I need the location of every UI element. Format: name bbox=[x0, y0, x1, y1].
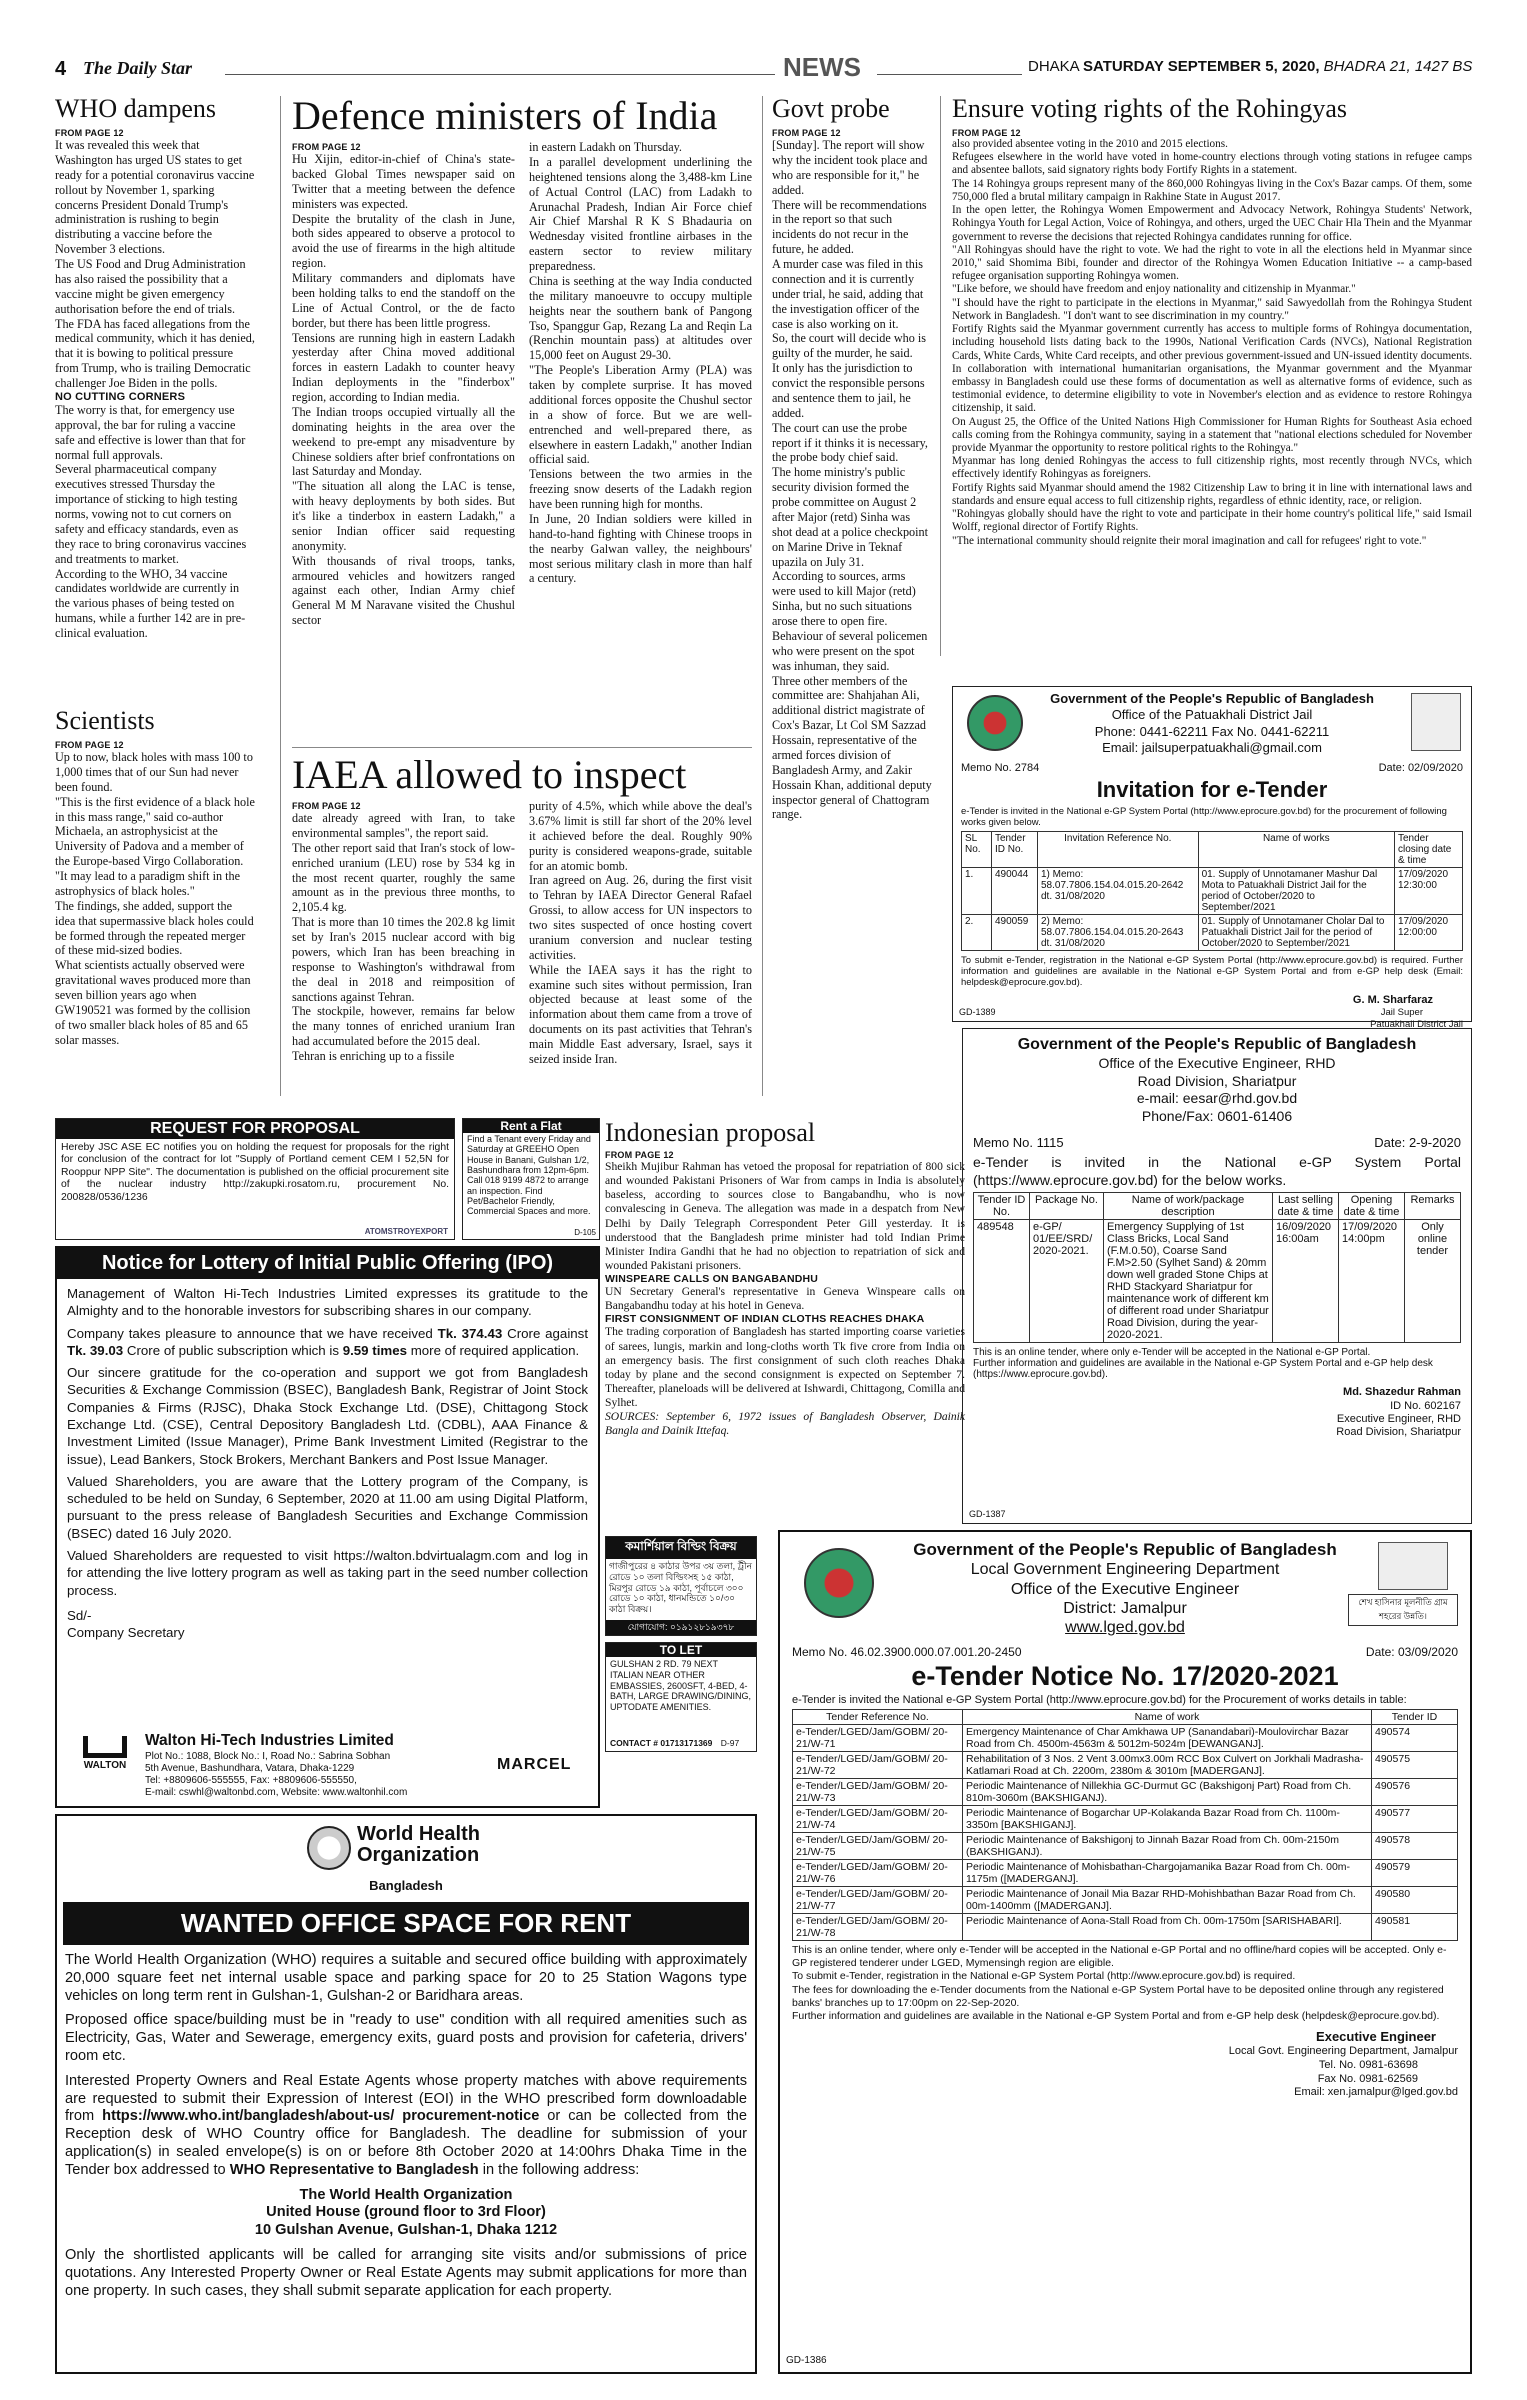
tender-ref: e-Tender/LGED/Jam/GOBM/ 20-21/W-73 bbox=[793, 1779, 963, 1806]
signature: Sd/- bbox=[67, 1607, 92, 1623]
article-column: Hu Xijin, editor-in-chief of China's state-backed Global Times newspaper said on Twitter that a meeting between the defence ministers was expected. Despite the brutality of the clash in June, both sides appeared to observe a protocol to avoid the use of firearms in the high altitude region. Military commanders and diplomats have been holding talks to end the standoff on the Line of Actual Control, or the de facto border, but there has been little progress. Tensions are running high in eastern Ladakh yesterday after China moved additional forces in eastern Ladakh to counter heavy Indian deployments in the "finderbox" region, according to Indian media. The Indian troops occupied virtually all the dominating heights in the area over the weekend to pre-empt any misadventure by Chinese soldiers after brief confrontations on last Saturday and Monday. "The situation all along the LAC is tense, with heavy deployments by both sides. But it's like a tinderbox in eastern Ladakh," a senior Indian officer said requesting anonymity. With thousands of rival troops, tanks, armoured vehicles and howitzers ranged against each other, Indian Army chief General M M Naravane visited the Chushul sector bbox=[292, 152, 515, 628]
email: e-mail: eesar@rhd.gov.bd bbox=[1136, 1090, 1298, 1106]
tender-id: 490575 bbox=[1372, 1752, 1458, 1779]
td: 01. Supply of Unnotamaner Cholar Dal to Patuakhali District Jail for the period of October/2020 to September/2021 bbox=[1198, 915, 1394, 951]
gov-title: Government of the People's Republic of Bangladesh bbox=[1017, 1036, 1417, 1053]
designation: Local Govt. Engineering Department, Jamalpur bbox=[1228, 2045, 1458, 2058]
article-iaea bbox=[292, 752, 752, 1067]
rule bbox=[225, 74, 775, 75]
work-name: Rehabilitation of 3 Nos. 2 Vent 3.00mx3.00m RCC Box Culvert on Jorkhali Madrasha-Katlamari Road at Ch. 2200m, 2380m & 3010m [MADERGANJ]. bbox=[963, 1752, 1372, 1779]
ad-code: GD-1387 bbox=[969, 1509, 1006, 1519]
ad-title: Invitation for e-Tender bbox=[1096, 777, 1328, 802]
headline: Ensure voting rights of the Rohingyas bbox=[952, 94, 1348, 123]
text: Crore of public subscription which is bbox=[123, 1342, 343, 1358]
td: 1) Memo: 58.07.7806.154.04.015.20-2642 dt. 31/08/2020 bbox=[1038, 868, 1199, 915]
tender-id: 490579 bbox=[1372, 1860, 1458, 1887]
org-name: World Health bbox=[357, 1823, 480, 1845]
memo-date: Date: 03/09/2020 bbox=[1365, 1645, 1458, 1660]
work-name: Periodic Maintenance of Mohisbathan-Chargojamanika Bazar Road from Ch. 00m-1175m ([MADERGANJ]. bbox=[963, 1860, 1372, 1887]
dateline-date: SATURDAY SEPTEMBER 5, 2020, bbox=[1083, 58, 1324, 75]
article-column: purity of 4.5%, which while above the deal's 3.67% limit is still far short of the 20% level it achieved before the deal. Roughly 90% purity is considered weapons-grade, suitable for an atomic bomb. Iran agreed on Aug. 26, during the first visit to Tehran by IAEA Director General Rafael Grossi, to allow access for UN inspectors to two sites suspected of once hosting covert uranium conversion and nuclear testing activities. While the IAEA says it has the right to examine such sites without permission, Iran objected because at least some of the information about them came from a trove of documents on its past activities that Tehran's main Middle East adversary, Israel, says it seized inside Iran. bbox=[529, 799, 752, 1066]
table-header bbox=[793, 1710, 1458, 1725]
address: Tel: +8809606-555555, Fax: +8809606-555550, bbox=[145, 1774, 357, 1786]
subhead: WINSPEARE CALLS ON BANGABANDHU bbox=[605, 1273, 819, 1286]
paragraph: Proposed office space/building must be in "ready to use" condition with all required amenities such as Electricity, Gas, Water and Sewerage, emergency exits, guard posts and provision for cafeteria, drivers' room etc. bbox=[65, 2012, 747, 2064]
district: District: Jamalpur bbox=[1063, 1599, 1187, 1617]
td: 2. bbox=[962, 915, 992, 951]
text: Crore against bbox=[502, 1325, 589, 1341]
memo-date: Date: 02/09/2020 bbox=[1378, 762, 1463, 774]
from-page: FROM PAGE 12 bbox=[55, 740, 124, 750]
tel: Tel. No. 0981-63698 bbox=[1318, 2058, 1418, 2071]
tender-id: 490578 bbox=[1372, 1833, 1458, 1860]
work-name: Periodic Maintenance of Nillekhia GC-Durmut GC (Bakshigonj Part) Road from Ch. 810m-3060m (BAKSHIGANJ). bbox=[963, 1779, 1372, 1806]
paragraph: Valued Shareholders are requested to visit https://walton.bdvirtualagm.com and log in for attending the live lottery program as well as taking part in the seed number collection process. bbox=[67, 1547, 588, 1598]
who-logo-icon bbox=[307, 1826, 351, 1870]
ad-request-proposal bbox=[55, 1118, 455, 1240]
th: Opening date & time bbox=[1339, 1193, 1405, 1220]
section-name: NEWS bbox=[783, 52, 861, 82]
phone: Phone: 0441-62211 Fax No. 0441-62211 bbox=[1094, 723, 1330, 739]
gov-title: Government of the People's Republic of Bangladesh bbox=[913, 1540, 1337, 1559]
tender-id: 490580 bbox=[1372, 1887, 1458, 1914]
tender-id: 490574 bbox=[1372, 1725, 1458, 1752]
from-page: FROM PAGE 12 bbox=[605, 1150, 674, 1160]
td: 17/09/2020 12:00:00 bbox=[1395, 915, 1463, 951]
address: Plot No.: 1088, Block No.: I, Road No.: Sabrina Sobhan bbox=[145, 1750, 391, 1762]
td: 490059 bbox=[992, 915, 1038, 951]
ad-body: Hereby JSC ASE EC notifies you on holding the request for proposals for the right for conclusion of the contract for lot "Supply of Portland cement CEM I 52,5N for Rooppur NPP Site". The documentation is published on the official procurement site of the nuclear industry http://zakupki.rosatom.ru, procurement No. 200828/0536/1236 bbox=[61, 1142, 449, 1203]
work-name: Periodic Maintenance of Jonail Mia Bazar RHD-Mohishbathan Bazar Road from Ch. 00m-1400mm ([MADERGANJ]. bbox=[963, 1887, 1372, 1914]
article-indonesian-proposal bbox=[605, 1120, 965, 1439]
note: To submit e-Tender, registration in the National e-GP System Portal (http://www.eprocure.gov.bd) is required. Further information and guidelines are available in the National e-GP System Portal and from e-GP help desk (Email: helpdesk@eprocure.gov.bd). bbox=[961, 955, 1463, 988]
dateline-bhadra: BHADRA 21, 1427 BS bbox=[1323, 58, 1473, 75]
table-row bbox=[793, 1752, 1458, 1779]
table-row bbox=[962, 868, 1463, 915]
banner: WANTED OFFICE SPACE FOR RENT bbox=[63, 1902, 749, 1945]
text: Company takes pleasure to announce that we have received bbox=[67, 1325, 438, 1341]
page-number: 4 bbox=[55, 58, 67, 80]
gov-title: Government of the People's Republic of Bangladesh bbox=[1050, 691, 1374, 706]
text: or can be collected from the Reception desk of WHO Country office for Bangladesh. The deadline for submission of your application(s) in sealed envelope(s) is on or before 8th October 2020 at 14:00hrs Dhaka Time in the Tender box addressed to bbox=[65, 2108, 747, 2178]
rule bbox=[877, 74, 1022, 75]
ad-title: Rent a Flat bbox=[463, 1119, 599, 1133]
text: WHO Representative to Bangladesh bbox=[229, 2161, 479, 2178]
td: 490044 bbox=[992, 868, 1038, 915]
ad-code: GD-1389 bbox=[959, 1007, 996, 1017]
office-name: Office of the Patuakhali District Jail bbox=[1111, 707, 1313, 723]
ad-title: e-Tender Notice No. 17/2020-2021 bbox=[911, 1661, 1339, 1692]
ad-title: কমার্শিয়াল বিল্ডিং বিক্রয় bbox=[606, 1537, 756, 1559]
paragraph bbox=[67, 1325, 588, 1360]
mujib-logo bbox=[1378, 1542, 1448, 1590]
from-page: FROM PAGE 12 bbox=[772, 128, 841, 138]
th: Tender closing date & time bbox=[1395, 832, 1463, 868]
paragraph: Only the shortlisted applicants will be called for arranging site visits and/or submissions of price quotations. Any Interested Property Owner or Real Estate Agents may submit applications for more than one property. In such cases, they shall submit separate application for each property. bbox=[65, 2246, 747, 2299]
article-column: date already agreed with Iran, to take environmental samples", the report said. The other report said that Iran's stock of low-enriched uranium (LEU) rose by 534 kg in the most recent quarter, roughly the same amount as in the previous three months, to 2,105.4 kg. That is more than 10 times the 202.8 kg limit set by Iran's 2015 nuclear accord with big powers, which Iran has been breaching in response to Washington's withdrawal from the deal in 2018 and reimposition of sanctions against Tehran. The stockpile, however, remains far below the many tonnes of enriched uranium Iran had accumulated before the 2015 deal. Tehran is enriching up to a fissile bbox=[292, 811, 515, 1063]
ad-code: GD-1386 bbox=[786, 2355, 827, 2366]
ad-ipo-notice bbox=[55, 1246, 600, 1808]
article-defence-ministers bbox=[292, 93, 752, 628]
article-who-dampens bbox=[55, 96, 255, 641]
ad-title: REQUEST FOR PROPOSAL bbox=[56, 1119, 454, 1139]
ad-footer: ATOMSTROYEXPORT bbox=[364, 1227, 448, 1236]
table-row bbox=[793, 1887, 1458, 1914]
paragraph: The World Health Organization (WHO) requires a suitable and secured office building with approximately 20,000 square feet net internal usable space and parking space for 20 to 25 Station Wagons type vehicles on long term rent in Gulshan-1, Gulshan-2 or Baridhara areas. bbox=[65, 1952, 747, 2004]
contact: CONTACT # 01713171369 bbox=[610, 1738, 713, 1748]
article-body: also provided absentee voting in the 2010 and 2015 elections. Refugees elsewhere in the world have voted in home-country elections through voting stations in refugee camps and absentee ballots, said signatory rights body Fortify Rights in a statement. The 14 Rohingya groups represent many of the 860,000 Rohingyas living in the Cox's Bazar camps. Of them, some 750,000 fled a brutal military campaign in Rakhine State in August 2017. In the open letter, the Rohingya Women Empowerment and Advocacy Network, Rohingya Students' Network, Rohingya Youth for Legal Action, Voice of Rohingya, and others, urged the UEC Chair Hla Thein and the Myanmar government to reverse the decisions that rejected Rohingya candidates running for office. "All Rohingyas should have the right to vote. We had the right to vote in all the elections held in Myanmar since 2010," said Shomima Bibi, founder and director of the Rohingya Women Education Initiative -- a camp-based refugee organisation supporting Rohingya women. "Like before, we should have freedom and enjoy nationality and citizenship in Myanmar." "I should have the right to participate in the elections in Myanmar," said Sawyedollah from the Rohingya Student Network in Bangladesh. "I don't want to see discrimination in my country." Fortify Rights said the Myanmar government currently has access to multiple forms of Rohingya documentation, including household lists dating back to the 1990s, National Verification Cards (NVCs), National Registration Cards, White Cards, White Card receipts, and other previous government-issued and UN-issued identity documents. In collaboration with international humanitarian organisations, the Myanmar government and the Myanmar embassy in Bangladesh could use these forms of documentation as well as alternative forms of evidence, such as testimonial evidence, to determine eligibility to vote in November's election and as evidence to restore Rohingya citizenship, it said. On August 25, the Office of the United Nations High Commissioner for Human Rights for Southeast Asia echoed calls coming from the Rohingya community, saying in a statement that "national elections scheduled for November provide Myanmar the opportunity to restore political rights to the Rohingya." Myanmar has long denied Rohingyas the access to full citizenship rights, most recently through NVCs, which effectively identify Rohingyas as foreigners. Fortify Rights said Myanmar should amend the 1982 Citizenship Law to bring it in line with international laws and standards and ensure equal access to full citizenship rights, regardless of ethnic identity, race, or religion. "Rohingyas globally should have the right to vote and participate in their home country's political life," said Ismail Wolff, regional director of Fortify Rights. "The international community should reignite their moral imagination and call for refugees' right to vote." bbox=[952, 138, 1472, 547]
work-name: Periodic Maintenance of Aona-Stall Road from Ch. 00m-1750m [SARISHABARI]. bbox=[963, 1914, 1372, 1941]
td: Emergency Supplying of 1st Class Bricks, Local Sand (F.M.0.50), Coarse Sand F.M>2.50 (Sylhet Sand) & 20mm down well graded Stone Chips at RHD Stackyard Shariatpur for maintenance work of different km of different road under Shariatpur Road Division, during the year-2020-2021. bbox=[1104, 1220, 1273, 1343]
note: To submit e-Tender, registration in the National e-GP System Portal (http://www.eprocure.gov.bd) is required. bbox=[792, 1970, 1296, 1983]
th: Last selling date & time bbox=[1273, 1193, 1339, 1220]
note: The fees for downloading the e-Tender documents from the National e-GP System Portal have to be deposited online through any registered banks' branches up to 17:00pm on 22-Sep-2020. bbox=[792, 1983, 1444, 2009]
email: Email: xen.jamalpur@lged.gov.bd bbox=[1294, 2086, 1458, 2099]
table-row bbox=[793, 1860, 1458, 1887]
headline: WHO dampens bbox=[55, 94, 217, 123]
article-scientists bbox=[55, 708, 255, 1048]
address-line: The World Health Organization bbox=[299, 2186, 513, 2203]
td: 2) Memo: 58.07.7806.154.04.015.20-2643 dt. 31/08/2020 bbox=[1038, 915, 1199, 951]
id-no: ID No. 602167 bbox=[1390, 1399, 1461, 1412]
masthead bbox=[55, 40, 1475, 80]
column-rule bbox=[280, 96, 281, 1096]
article-body: It was revealed this week that Washington has urged US states to get ready for a potential coronavirus vaccine rollout by November 1, sparking concerns President Donald Trump's administration is rushing to begin distributing a vaccine before the November 3 elections. The US Food and Drug Administration has also raised the possibility that a vaccine might be given emergency authorisation before the end of trials. The FDA has faced allegations from the medical community, which it has denied, that it is bowing to political pressure from Trump, who is trailing Democratic challenger Joe Biden in the polls. bbox=[55, 138, 255, 390]
designation: Jail Super bbox=[1380, 1007, 1423, 1019]
headline: Indonesian proposal bbox=[605, 1118, 816, 1147]
subhead: NO CUTTING CORNERS bbox=[55, 390, 186, 403]
table-row bbox=[793, 1779, 1458, 1806]
article-body: Sheikh Mujibur Rahman has vetoed the proposal for repatriation of 800 sick and wounded Pakistani Prisoners of War from camps in India is absolutely baseless, according to sources close to Bangabandhu, who is now convalescing in Geneva. The allegation was made in a despatch from New Delhi by Daily Telegraph Correspondent Peter Gill yesterday. It is understood that the Bangladesh prime minister had told Indian Prime Minister Indira Gandhi that he had no objection to repatriation of sick and wounded Pakistani prisoners. bbox=[605, 1160, 965, 1272]
th: Package No. bbox=[1030, 1193, 1104, 1220]
tender-ref: e-Tender/LGED/Jam/GOBM/ 20-21/W-78 bbox=[793, 1914, 963, 1941]
link[interactable]: https://www.who.int/bangladesh/about-us/ procurement-notice bbox=[102, 2108, 540, 2125]
table-row bbox=[793, 1914, 1458, 1941]
office-name: Office of the Executive Engineer bbox=[1010, 1580, 1240, 1598]
office-name: Office of the Executive Engineer, RHD bbox=[1098, 1055, 1336, 1071]
ad-body: GULSHAN 2 RD. 79 NEXT ITALIAN NEAR OTHER EMBASSIES, 2600SFT, 4-BED, 4-BATH, LARGE DRAWING/DINING, UPTODATE AMENITIES. bbox=[610, 1659, 752, 1713]
ad-body: Find a Tenant every Friday and Saturday at GREEHO Open House in Banani, Gulshan 1/2, Bashundhara from 12pm-6pm. Call 018 9199 4872 to arrange an inspection. Find Pet/Bachelor Friendly, Commercial Spaces and more. bbox=[467, 1134, 591, 1217]
th: Tender ID bbox=[1372, 1710, 1458, 1725]
address-line: 10 Gulshan Avenue, Gulshan-1, Dhaka 1212 bbox=[254, 2222, 558, 2239]
intro: e-Tender is invited in the National e-GP System Portal (https://www.eprocure.gov.bd) for the below works. bbox=[973, 1154, 1461, 1189]
tender-id: 490576 bbox=[1372, 1779, 1458, 1806]
table-row bbox=[793, 1725, 1458, 1752]
ad-who-office-space bbox=[55, 1814, 757, 2374]
th: Name of works bbox=[1198, 832, 1394, 868]
text: in the following address: bbox=[478, 2161, 640, 2178]
headline: Govt probe bbox=[772, 94, 890, 123]
td: 01. Supply of Unnotamaner Mashur Dal Mota to Patuakhali District Jail for the period of October/2020 to September/2021 bbox=[1198, 868, 1394, 915]
article-body: UN Secretary General's representative in Geneva Winspeare calls on Bangabandhu today at his hotel in Geneva. bbox=[605, 1285, 965, 1313]
gov-emblem bbox=[967, 695, 1023, 751]
ad-to-let bbox=[605, 1642, 757, 1752]
gov-emblem bbox=[804, 1548, 874, 1618]
address: 5th Avenue, Bashundhara, Vatara, Dhaka-1229 bbox=[145, 1762, 355, 1774]
mujib-logo bbox=[1411, 693, 1461, 751]
signer: Md. Shazedur Rahman bbox=[1343, 1386, 1461, 1399]
ad-body: গাজীপুরের ৪ কাঠার উপর ৩য় তলা, ট্রীন রোডে ১০ তলা বিল্ডিংসহ ১৫ কাঠা, মিরপুর রোডে ১৯ কাঠা, পূর্বাচলে ৩০০ রোডে ১০ কাঠা, ধানমন্ডিতে ১০/৩০ কাঠা বিক্রয়। bbox=[609, 1561, 753, 1615]
th: Name of work bbox=[963, 1710, 1372, 1725]
th: Tender Reference No. bbox=[793, 1710, 963, 1725]
amount: 9.59 times bbox=[342, 1342, 407, 1358]
department: Local Government Engineering Department bbox=[970, 1561, 1280, 1579]
tender-ref: e-Tender/LGED/Jam/GOBM/ 20-21/W-75 bbox=[793, 1833, 963, 1860]
work-name: Periodic Maintenance of Bogarchar UP-Kolakanda Bazar Road from Ch. 1100m-3350m [BAKSHIGANJ]. bbox=[963, 1806, 1372, 1833]
td: 17/09/2020 12:30:00 bbox=[1395, 868, 1463, 915]
division: Road Division, Shariatpur bbox=[1137, 1072, 1297, 1089]
walton-logo bbox=[79, 1736, 131, 1776]
paragraph: Valued Shareholders, you are aware that the Lottery program of the Company, is scheduled to be held on Sunday, 6 September, 2020 at 11.00 am using Digital Platform, pursuant to the press release of Bangladesh Securities and Exchange Commission (BSEC) dated 16 July 2020. bbox=[67, 1473, 588, 1541]
designation: Executive Engineer, RHD bbox=[1336, 1412, 1461, 1425]
email: Email: jailsuperpatuakhali@gmail.com bbox=[1102, 739, 1322, 755]
td: 1. bbox=[962, 868, 992, 915]
company-name: Walton Hi-Tech Industries Limited bbox=[145, 1732, 394, 1749]
text: Interested Property Owners and Real Estate Agents whose property matches with above requirements are requested to submit their Expression of Interest (EOI) in the WHO prescribed form downloadable from bbox=[65, 2072, 747, 2125]
ad-jail-tender bbox=[952, 686, 1472, 1030]
article-body: [Sunday]. The report will show why the incident took place and who are responsible for it," he added. There will be recommendations in the report so that such incidents do not recur in the future, he added. A murder case was filed in this connection and it is currently under trial, he said, adding that the investigation officer of the case is also working on it. So, the court will decide who is guilty of the murder, he said. It only has the jurisdiction to convict the responsible persons and sentence them to jail, he added. The court can use the probe report if it thinks it is necessary, the probe body chief said. The home ministry's public security division formed the probe committee on August 2 after Major (retd) Sinha was shot dead at a police checkpoint on Marine Drive in Teknaf upazila on July 31. According to sources, arms were used to kill Major (retd) Sinha, but no such situations arose there to open fire. Behaviour of several policemen who were present on the spot was inhuman, they said. Three other members of the committee are: Shahjahan Ali, additional district magistrate of Cox's Bazar, Lt Col SM Sazzad Hossain, representative of the armed forces division of Bangladesh Army, and Zakir Hossain Khan, additional deputy inspector general of Chattogram range. bbox=[772, 138, 932, 822]
column-rule bbox=[762, 96, 763, 1096]
slogan: শেখ হাসিনার মূলনীতি গ্রাম শহরের উন্নতি। bbox=[1348, 1594, 1458, 1626]
paragraph bbox=[65, 2073, 747, 2180]
memo-no: Memo No. 46.02.3900.000.07.001.20-2450 bbox=[792, 1645, 1022, 1660]
tender-ref: e-Tender/LGED/Jam/GOBM/ 20-21/W-74 bbox=[793, 1806, 963, 1833]
marcel-logo: MARCEL bbox=[497, 1756, 572, 1773]
th: Tender ID No. bbox=[992, 832, 1038, 868]
tender-table bbox=[792, 1709, 1458, 1941]
from-page: FROM PAGE 12 bbox=[292, 801, 361, 811]
ad-phone: যোগাযোগ: ০১৯১২৮১৯৩৭৮ bbox=[606, 1620, 756, 1635]
memo-date: Date: 2-9-2020 bbox=[1374, 1135, 1461, 1150]
designation: Patuakhali District Jail bbox=[1370, 1018, 1463, 1030]
th: SL No. bbox=[962, 832, 992, 868]
signer: Executive Engineer bbox=[1316, 2028, 1436, 2044]
table-header bbox=[962, 832, 1463, 868]
work-name: Emergency Maintenance of Char Amkhawa UP (Sanandabari)-Moulovirchar Bazar Road from Ch. 4500m-4563m & 5012m-5024m [DEWANGANJ]. bbox=[963, 1725, 1372, 1752]
tender-ref: e-Tender/LGED/Jam/GOBM/ 20-21/W-71 bbox=[793, 1725, 963, 1752]
article-govt-probe bbox=[772, 96, 932, 822]
ad-rent-flat bbox=[462, 1118, 600, 1240]
paragraph: Our sincere gratitude for the co-operation and support we got from Bangladesh Securities & Exchange Commission (BSEC), Bangladesh Bank, Registrar of Joint Stock Companies & Firms (RJSC), Dhaka Stock Exchange Ltd. (DSE), Chittagong Stock Exchange Ltd. (CSE), Central Depository Bangladesh Ltd. (CDBL), AAA Finance & Investment Limited (Issue Manager), Prime Bank Investment Limited (Registrar to the issue), Lead Bankers, Stock Brokers, Merchant Bankers and Post Issue Manager. bbox=[67, 1365, 588, 1467]
text: more of required application. bbox=[407, 1342, 580, 1358]
article-column: in eastern Ladakh on Thursday. In a parallel development underlining the heightened tensions along the 3,488-km Line of Actual Control (LAC) from Ladakh to Arunachal Pradesh, Indian Air Force chief Air Chief Marshal R K S Bhadauria on Wednesday visited frontline airbases in the eastern sector to review military preparedness. China is seething at the way India conducted the military manoeuvre to occupy multiple heights near the southern bank of Pangong Tso, Spanggur Gap, Rezang La and Reqin La (Renchin mountain pass) at altitudes over 15,000 feet on August 29-30. "The People's Liberation Army (PLA) was taken by complete surprise. It has moved additional forces opposite the Chushul sector in a show of force. But we are well-entrenched and well-prepared there, as elsewhere in eastern Ladakh," another Indian official said. Tensions between the two armies in the freezing snow deserts of the Ladakh region have been running high for months. In June, 20 Indian soldiers were killed in hand-to-hand fighting with Chinese troops in the nearby Galwan valley, the neighbours' most serious military clash in more than half a century. bbox=[529, 140, 752, 586]
table-header bbox=[974, 1193, 1461, 1220]
th: Invitation Reference No. bbox=[1038, 832, 1199, 868]
td: 489548 bbox=[974, 1220, 1030, 1343]
memo-no: Memo No. 1115 bbox=[973, 1135, 1064, 1150]
note: This is an online tender, where only e-Tender will be accepted in the National e-GP Portal and no offline/hard copies will be accepted. Only e-GP registered tenderer under LGED, Mymensingh region are eligible. bbox=[792, 1944, 1447, 1970]
note: Further information and guidelines are available in the National e-GP System Portal and from e-GP help desk (helpdesk@eprocure.gov.bd). bbox=[792, 2009, 1440, 2022]
org-name: Organization bbox=[357, 1844, 480, 1866]
table-row bbox=[962, 915, 1463, 951]
td: 17/09/2020 14:00pm bbox=[1339, 1220, 1405, 1343]
ad-commercial-building bbox=[605, 1536, 757, 1636]
fax: Fax No. 0981-62569 bbox=[1317, 2072, 1418, 2085]
tender-ref: e-Tender/LGED/Jam/GOBM/ 20-21/W-76 bbox=[793, 1860, 963, 1887]
intro: e-Tender is invited the National e-GP System Portal (http://www.eprocure.gov.bd) for the Procurement of works details in table: bbox=[792, 1694, 1407, 1707]
th: Tender ID No. bbox=[974, 1193, 1030, 1220]
headline: IAEA allowed to inspect bbox=[292, 752, 687, 797]
th: Name of work/package description bbox=[1104, 1193, 1273, 1220]
paragraph: Management of Walton Hi-Tech Industries Limited expresses its gratitude to the Almighty and to the honorable investors for subscribing shares in our company. bbox=[67, 1286, 588, 1319]
paper-name: The Daily Star bbox=[83, 58, 193, 78]
tender-id: 490577 bbox=[1372, 1806, 1458, 1833]
td: Only online tender bbox=[1405, 1220, 1461, 1343]
article-rohingya bbox=[952, 96, 1472, 548]
dateline-city: DHAKA bbox=[1028, 58, 1084, 75]
ad-title: Notice for Lottery of Initial Public Offering (IPO) bbox=[57, 1248, 598, 1279]
work-name: Periodic Maintenance of Bakshigonj to Jinnah Bazar Road from Ch. 00m-2150m (BAKSHIGANJ). bbox=[963, 1833, 1372, 1860]
column-rule bbox=[940, 96, 941, 656]
phone: Phone/Fax: 0601-61406 bbox=[1141, 1107, 1293, 1124]
walton-logo-text: WALTON bbox=[83, 1760, 127, 1771]
dateline bbox=[1028, 58, 1472, 75]
td: e-GP/ 01/EE/SRD/ 2020-2021. bbox=[1030, 1220, 1104, 1343]
signatory: Company Secretary bbox=[67, 1625, 185, 1641]
tender-table bbox=[973, 1192, 1461, 1343]
headline: Defence ministers of India bbox=[292, 93, 718, 138]
address: E-mail: cswhl@waltonbd.com, Website: www.waltonhil.com bbox=[145, 1786, 408, 1798]
designation: Road Division, Shariatpur bbox=[1336, 1425, 1461, 1438]
subhead: FIRST CONSIGNMENT OF INDIAN CLOTHS REACHES DHAKA bbox=[605, 1313, 925, 1326]
signer: G. M. Sharfaraz bbox=[1352, 994, 1433, 1006]
rule bbox=[292, 747, 752, 748]
amount: Tk. 374.43 bbox=[437, 1325, 503, 1341]
article-body: The worry is that, for emergency use approval, the bar for ruling a vaccine safe and effective is lower than that for normal full approvals. Several pharmaceutical company executives stressed Thursday the importance of sticking to high testing norms, vowing not to cut corners on safety and efficacy standards, even as they race to bring coronavirus vaccines and treatments to market. According to the WHO, 34 vaccine candidates worldwide are currently in the various phases of being tested on humans, while a further 142 are in pre-clinical evaluation. bbox=[55, 402, 247, 640]
from-page: FROM PAGE 12 bbox=[292, 142, 361, 152]
amount: Tk. 39.03 bbox=[67, 1342, 124, 1358]
tender-ref: e-Tender/LGED/Jam/GOBM/ 20-21/W-77 bbox=[793, 1887, 963, 1914]
table-row bbox=[793, 1833, 1458, 1860]
website[interactable]: www.lged.gov.bd bbox=[1065, 1618, 1185, 1636]
from-page: FROM PAGE 12 bbox=[55, 128, 124, 138]
from-page: FROM PAGE 12 bbox=[952, 128, 1021, 138]
tender-table bbox=[961, 831, 1463, 951]
address-line: United House (ground floor to 3rd Floor) bbox=[266, 2204, 546, 2221]
table-row bbox=[974, 1220, 1461, 1343]
tender-id: 490581 bbox=[1372, 1914, 1458, 1941]
note: This is an online tender, where only e-Tender will be accepted in the National e-GP Portal. bbox=[973, 1347, 1371, 1359]
td: 16/09/2020 16:00am bbox=[1273, 1220, 1339, 1343]
sources: SOURCES: September 6, 1972 issues of Bangladesh Observer, Dainik Bangla and Dainik Ittefaq. bbox=[605, 1410, 965, 1438]
ad-rhd-tender bbox=[962, 1028, 1472, 1524]
ad-lged-tender bbox=[778, 1530, 1472, 2374]
country: Bangladesh bbox=[369, 1878, 443, 1893]
ad-title: TO LET bbox=[606, 1643, 756, 1657]
table-row bbox=[793, 1806, 1458, 1833]
ad-code: D-105 bbox=[574, 1228, 596, 1237]
ad-code: D-97 bbox=[720, 1738, 740, 1748]
memo-no: Memo No. 2784 bbox=[961, 762, 1040, 774]
intro: e-Tender is invited in the National e-GP System Portal (http://www.eprocure.gov.bd) for the procurement of following works given below. bbox=[961, 806, 1447, 828]
article-body: Up to now, black holes with mass 100 to 1,000 times that of our Sun had never been found. "This is the first evidence of a black hole in this mass range," said co-author Michaela, an astrophysicist at the University of Padova and a member of the Europe-based Virgo Collaboration. "It may lead to a paradigm shift in the astrophysics of black holes." The findings, she added, support the idea that supermassive black holes could be formed through the repeated merger of these mid-sized bodies. What scientists actually observed were gravitational waves produced more than seven billion years ago when GW190521 was formed by the collision of two smaller black holes of 85 and 65 solar masses. bbox=[55, 750, 255, 1047]
article-body: The trading corporation of Bangladesh has started importing coarse varieties of sarees, lungis, markin and long-cloths worth Tk five crore from India on an emergency basis. The first consignment of such cloth reaches Dhaka today by plane and the second consignment is expected on September 7. Thereafter, planeloads will be delivered at Ishwardi, Chittagong, Comilla and Sylhet. bbox=[605, 1325, 965, 1410]
th: Remarks bbox=[1405, 1193, 1461, 1220]
note: Further information and guidelines are available in the National e-GP System Portal and e-GP help desk (https://www.eprocure.gov.bd). bbox=[973, 1358, 1433, 1381]
tender-ref: e-Tender/LGED/Jam/GOBM/ 20-21/W-72 bbox=[793, 1752, 963, 1779]
headline: Scientists bbox=[55, 706, 155, 735]
